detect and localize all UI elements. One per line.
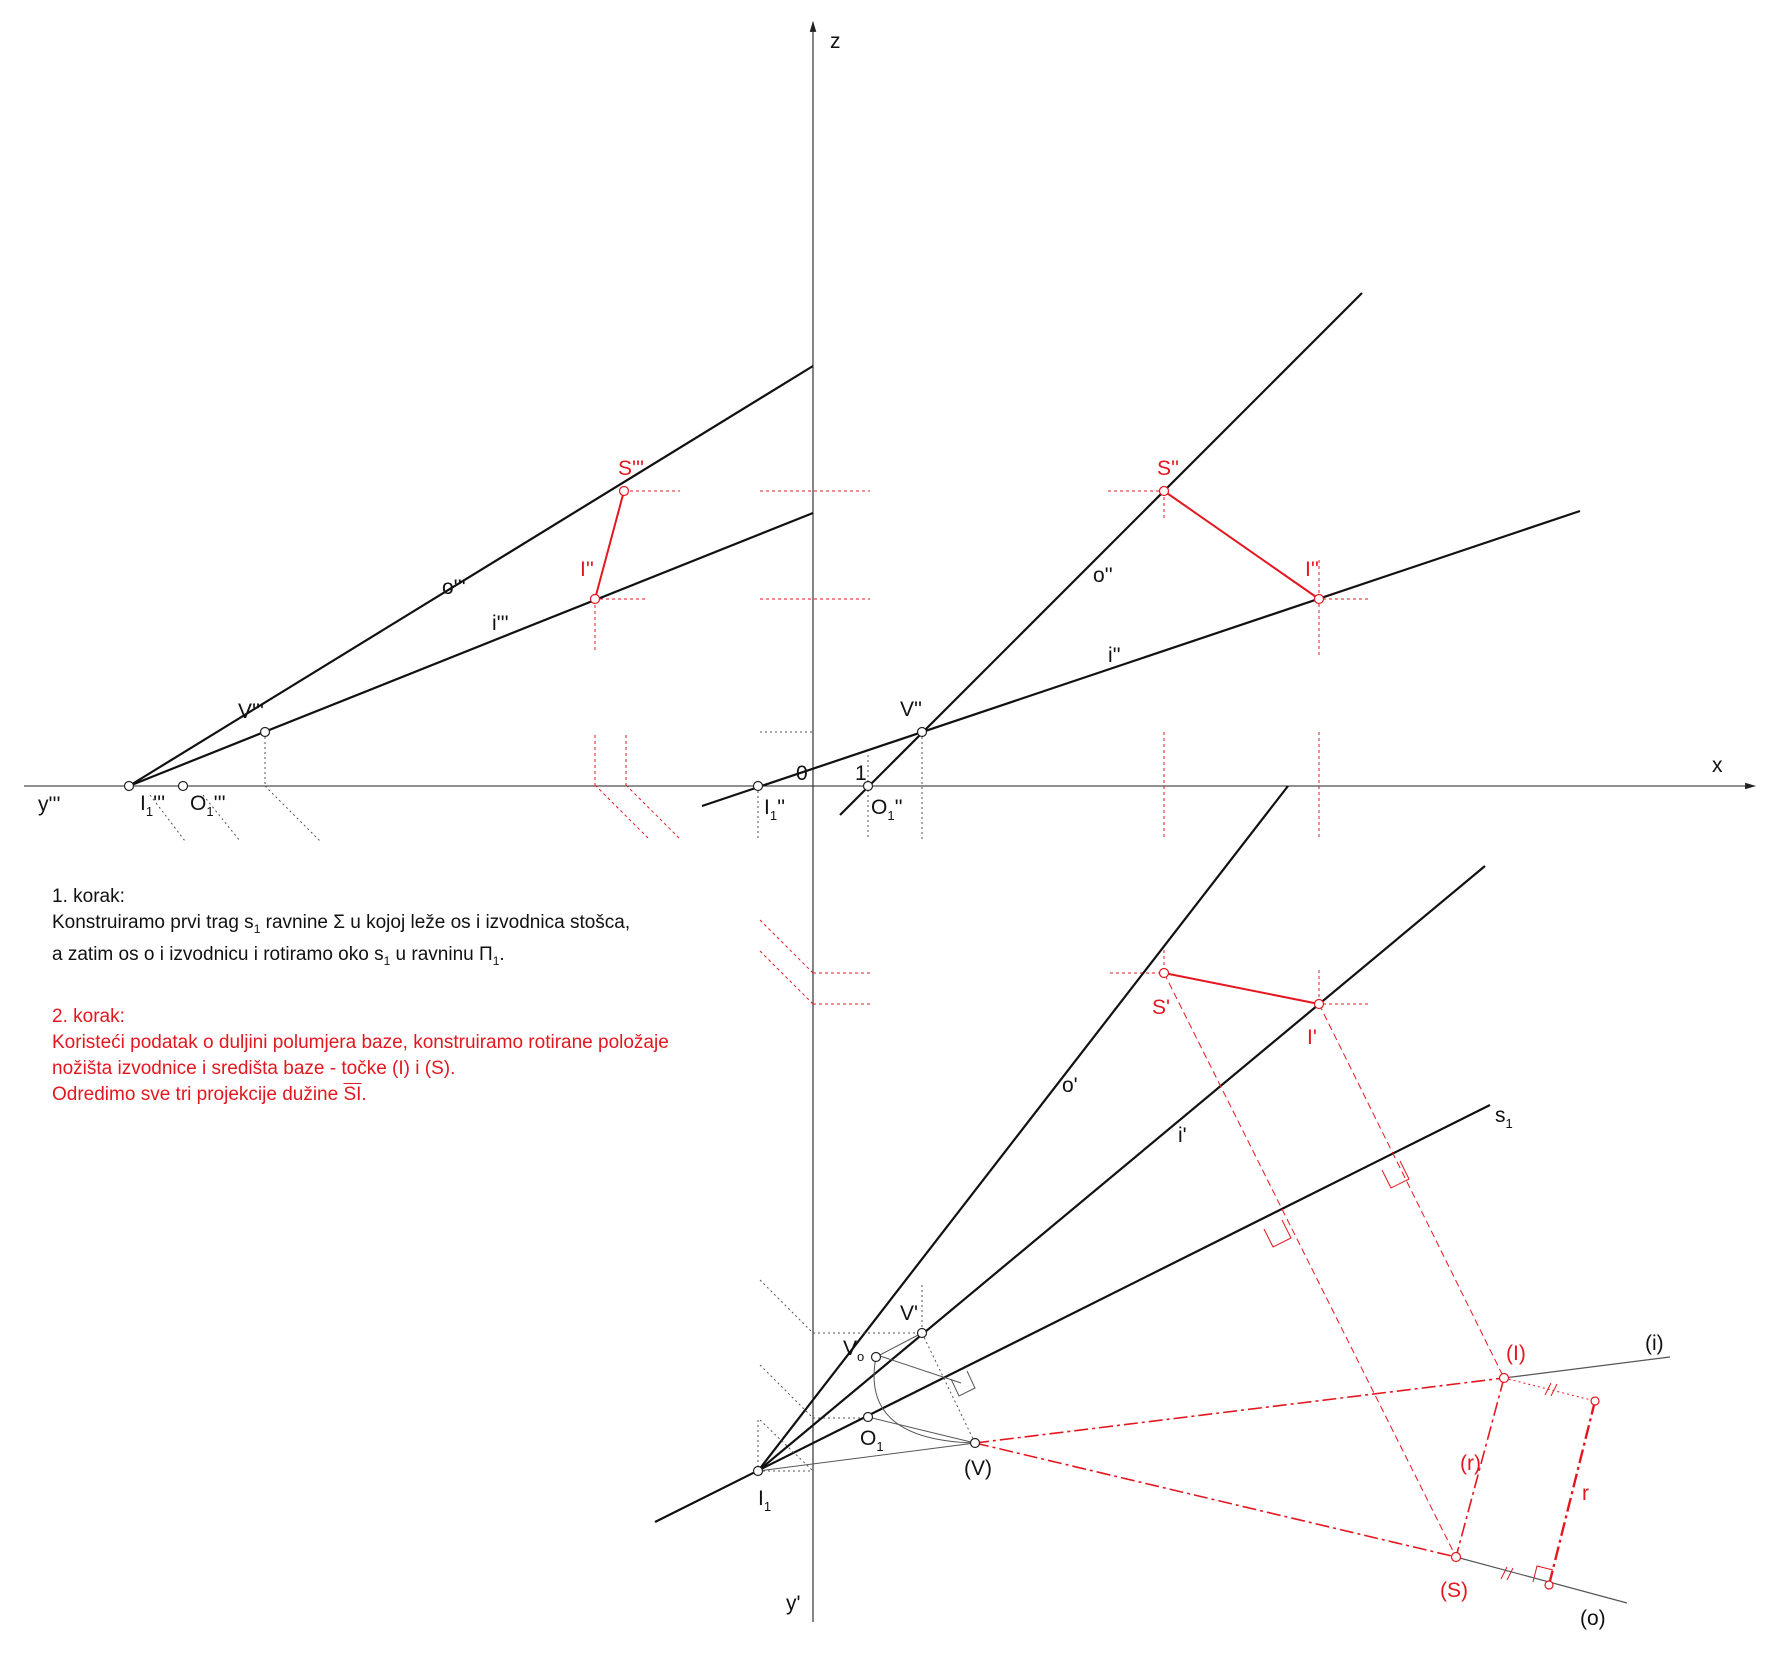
step-1-text xyxy=(52,884,630,974)
V-third-point xyxy=(261,728,270,737)
step-2-line-3: Odredimo sve tri projekcije dužine $\overline{SI}$. xyxy=(52,1084,367,1105)
S-second-point xyxy=(1160,487,1169,496)
V-rotated-point xyxy=(971,1439,980,1448)
I-second-label: I'' xyxy=(1305,558,1319,581)
I-third-point xyxy=(591,595,600,604)
o-third-label: o''' xyxy=(442,576,466,599)
first-red-dashed-construction xyxy=(1164,973,1504,1557)
step-2-title: 2. korak: xyxy=(52,1006,125,1027)
i-first-line xyxy=(758,866,1485,1471)
r-label: r xyxy=(1582,1482,1589,1505)
V-first-point xyxy=(918,1329,927,1338)
i-second-label: i'' xyxy=(1108,644,1121,667)
axis-x-label: x xyxy=(1712,754,1723,777)
I-first-point xyxy=(1315,1000,1324,1009)
step-2-line-2: nožišta izvodnice i središta baze - točke (I) i (S). xyxy=(52,1058,456,1079)
O1-first-point xyxy=(864,1413,873,1422)
I1-second-point xyxy=(754,782,763,791)
step-1-line-1: Konstruiramo prvi trag $s_1$ ravnine Σ u kojoj leže os i izvodnica stošca, xyxy=(52,912,631,936)
i-third-label: i''' xyxy=(492,612,509,635)
step-2-text xyxy=(52,1004,669,1108)
O1-third-label: $O_1'''$ xyxy=(190,792,226,819)
i-first-label: i' xyxy=(1178,1124,1187,1147)
S-first-point xyxy=(1160,969,1169,978)
axis-y3-label: y''' xyxy=(38,793,61,816)
O1-second-label: $O_1''$ xyxy=(871,796,903,823)
o-second-line xyxy=(840,293,1362,815)
I-third-label: I'' xyxy=(580,558,594,581)
O1-third-point xyxy=(179,782,188,791)
o-first-label: o' xyxy=(1062,1074,1078,1097)
origin-label: 0 xyxy=(796,762,808,785)
unit-label: 1 xyxy=(855,762,867,785)
radius-ticks xyxy=(1501,1378,1595,1582)
right-angle-marks xyxy=(1264,1161,1409,1247)
second-red-construction xyxy=(1108,491,1370,1004)
V-first-label: V' xyxy=(900,1302,919,1325)
o-third-line xyxy=(129,366,813,786)
r-end-point-bottom xyxy=(1545,1581,1553,1589)
V-rotated-label: (V) xyxy=(964,1457,992,1480)
first-grey-construction xyxy=(758,1333,975,1471)
o-rotated-label: (o) xyxy=(1580,1607,1606,1630)
S-third-label: S''' xyxy=(618,457,645,480)
I-second-point xyxy=(1315,595,1324,604)
i-rotated-line xyxy=(1504,1357,1670,1378)
V-third-label: V''' xyxy=(238,700,265,723)
r-end-point-top xyxy=(1591,1397,1599,1405)
third-red-construction xyxy=(595,491,870,1004)
V-second-point xyxy=(918,728,927,737)
I1-first-point xyxy=(754,1467,763,1476)
rotated-lines xyxy=(975,1378,1504,1557)
s1-label: $s_1$ xyxy=(1495,1104,1513,1131)
S-third-point xyxy=(620,487,629,496)
I1-second-label: $I_1''$ xyxy=(764,796,786,823)
Vo-point xyxy=(872,1353,881,1362)
o-rotated-line xyxy=(1456,1557,1627,1603)
S-first-label: S' xyxy=(1152,996,1171,1019)
step-2-line-1: Koristeći podatak o duljini polumjera baze, konstruiramo rotirane položaje xyxy=(52,1032,669,1053)
S-I-second-segment xyxy=(1164,491,1319,599)
step-1-line-2: a zatim os o i izvodnicu i rotiramo oko $s_1$ u ravninu $\Pi_1$. xyxy=(52,943,505,968)
o-first-line xyxy=(758,786,1288,1471)
S-rotated-point xyxy=(1452,1553,1461,1562)
r-rotated-label: (r) xyxy=(1460,1452,1481,1475)
axis-y1-label: y' xyxy=(786,1592,801,1615)
S-I-third-segment xyxy=(595,491,624,599)
i-third-line xyxy=(129,513,813,786)
S-I-first-segment xyxy=(1164,973,1319,1004)
axis-z-label: z xyxy=(830,30,841,53)
I-first-label: I' xyxy=(1307,1026,1317,1049)
I1-first-label: $I_1$ xyxy=(758,1487,772,1514)
I-rotated-label: (I) xyxy=(1506,1342,1526,1365)
o-second-label: o'' xyxy=(1093,564,1113,587)
step-1-title: 1. korak: xyxy=(52,886,125,907)
S-second-label: S'' xyxy=(1157,457,1180,480)
V-second-label: V'' xyxy=(900,698,923,721)
I1-third-point xyxy=(125,782,134,791)
Vo-label: $V_o$ xyxy=(843,1337,865,1364)
I1-third-label: $I_1'''$ xyxy=(140,792,166,819)
O1-first-label: $O_1$ xyxy=(860,1427,884,1454)
i-second-line xyxy=(702,511,1580,806)
s1-trace-line xyxy=(655,1105,1490,1522)
i-rotated-label: (i) xyxy=(1645,1332,1664,1355)
S-rotated-label: (S) xyxy=(1440,1579,1468,1602)
I-rotated-point xyxy=(1500,1374,1509,1383)
